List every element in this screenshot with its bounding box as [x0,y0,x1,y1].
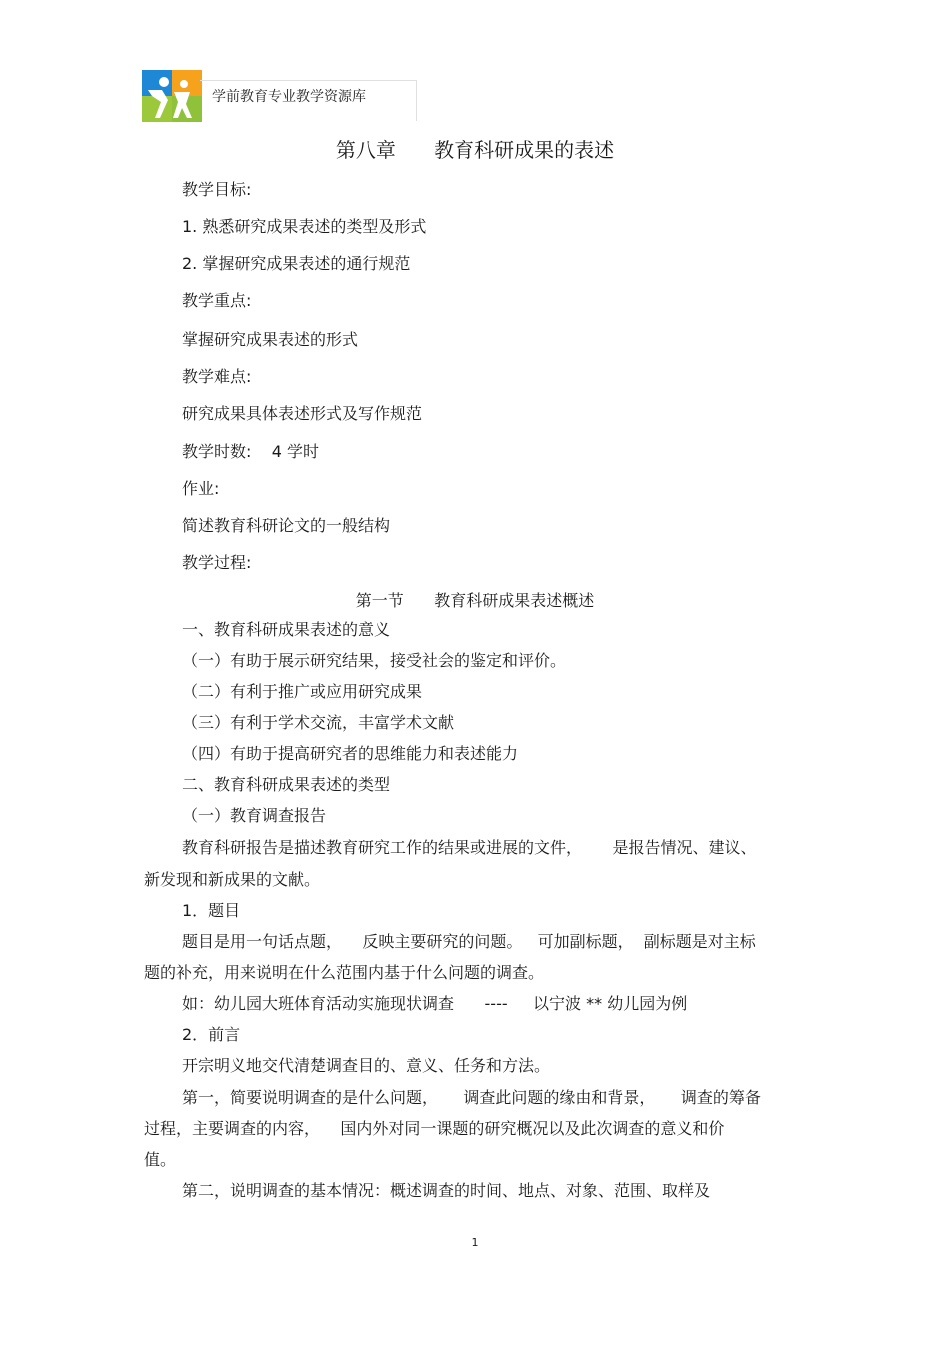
paragraph-line: 值。 [144,1150,177,1169]
paragraph-line: （三）有利于学术交流，丰富学术文献 [182,713,455,732]
paragraph-line: 如：幼儿园大班体育活动实施现状调查 ---- 以宁波 ** 幼儿园为例 [182,994,688,1013]
chapter-title: 第八章 教育科研成果的表述 [335,138,615,162]
homework-heading: 作业: [182,479,220,498]
paragraph-line: 题目是用一句话点题， 反映主要研究的问题。 可加副标题， 副标题是对主标 [182,932,756,951]
paragraph-line: 一、教育科研成果表述的意义 [182,620,391,639]
difficulties-heading: 教学难点: [182,367,252,386]
process-heading: 教学过程: [182,553,252,572]
paragraph-line: （一）有助于展示研究结果，接受社会的鉴定和评价。 [182,651,567,670]
paragraph-line: （一）教育调查报告 [182,806,327,825]
key-points-text: 掌握研究成果表述的形式 [182,330,359,349]
objective-item: 1. 熟悉研究成果表述的类型及形式 [182,217,427,236]
objective-item: 2. 掌握研究成果表述的通行规范 [182,254,411,273]
paragraph-line: （二）有利于推广或应用研究成果 [182,682,423,701]
section-title: 第一节 教育科研成果表述概述 [355,591,595,610]
paragraph-line: 教育科研报告是描述教育研究工作的结果或进展的文件， 是报告情况、建议、 [182,838,757,857]
header-title: 学前教育专业教学资源库 [212,89,366,105]
key-points-heading: 教学重点: [182,291,252,310]
document-header [142,70,418,122]
paragraph-line: 新发现和新成果的文献。 [144,870,321,889]
paragraph-line: 2．前言 [182,1025,241,1044]
paragraph-line: 题的补充，用来说明在什么范围内基于什么问题的调查。 [144,963,545,982]
paragraph-line: 1．题目 [182,901,241,920]
paragraph-line: 第二，说明调查的基本情况：概述调查的时间、地点、对象、范围、取样及 [182,1181,711,1200]
objectives-heading: 教学目标: [182,180,252,199]
paragraph-line: 第一，简要说明调查的是什么问题， 调查此问题的缘由和背景， 调查的筹备 [182,1088,761,1107]
difficulties-text: 研究成果具体表述形式及写作规范 [182,404,423,423]
paragraph-line: 开宗明义地交代清楚调查目的、意义、任务和方法。 [182,1056,551,1075]
resource-library-logo-icon [142,70,202,122]
page-number: 1 [471,1236,479,1249]
teaching-hours: 教学时数: 4 学时 [182,442,320,461]
paragraph-line: 二、教育科研成果表述的类型 [182,775,391,794]
homework-text: 简述教育科研论文的一般结构 [182,516,391,535]
paragraph-line: 过程，主要调查的内容， 国内外对同一课题的研究概况以及此次调查的意义和价 [144,1119,725,1138]
paragraph-line: （四）有助于提高研究者的思维能力和表述能力 [182,744,519,763]
